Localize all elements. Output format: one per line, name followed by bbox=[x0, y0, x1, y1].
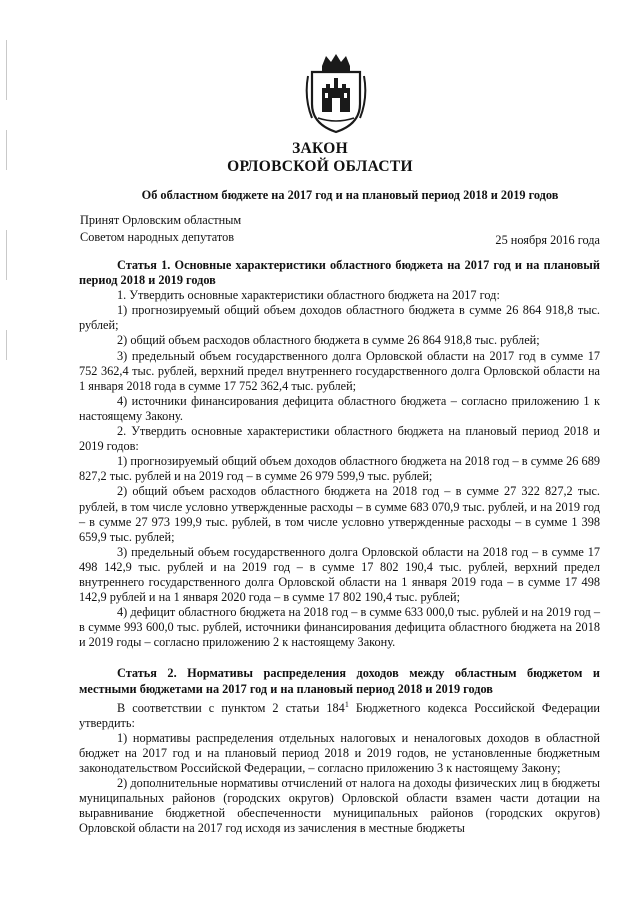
article2-item: 1) нормативы распределения отдельных налоговых и неналоговых доходов в областной бюджет на 2017 год и на плановый период 2018 и 2019 годов, не установленные бюджетным законодательством Российской Федерации, – согласно приложению 3 к настоящему Закону; bbox=[79, 730, 600, 776]
article1-paragraph: 1. Утвердить основные характеристики областного бюджета на 2017 год: bbox=[117, 288, 500, 303]
adoption-date: 25 ноября 2016 года bbox=[495, 233, 600, 247]
law-body bbox=[79, 258, 600, 837]
law-title: ЗАКОН bbox=[292, 140, 348, 157]
adopted-by-line1: Принят Орловским областным bbox=[80, 213, 242, 227]
article2-item: 2) дополнительные нормативы отчислений от налога на доходы физических лиц в бюджеты муниципальных районов (городских округов) Орловской области взамен части дотации на выравнивание бюджетной обеспеченности муниципальных районов (городских округов) Орловской области на 2017 год исходя из зачисления в местные бюджеты bbox=[79, 776, 600, 836]
article1-item: 1) прогнозируемый общий объем доходов областного бюджета в сумме 26 864 918,8 тыс. рублей; bbox=[79, 303, 600, 333]
article1-item: 3) предельный объем государственного долга Орловской области на 2018 год – в сумме 17 498 142,9 тыс. рублей и на 2019 год – в сумме 17 802 190,4 тыс. рублей, верхний предел внутреннего государственного долга Орловской области на 1 января 2019 года – в сумме 17 498 142,9 рублей и на 1 января 2020 года – в сумме 17 802 190,4 тыс. рублей; bbox=[79, 544, 600, 605]
article-number-superscript: 1 bbox=[344, 699, 349, 709]
article1-item: 1) прогнозируемый общий объем доходов областного бюджета на 2018 год – в сумме 26 689 827,2 тыс. рублей и на 2019 год – в сумме 26 979 599,9 тыс. рублей; bbox=[79, 454, 600, 484]
oryol-coat-of-arms-icon bbox=[304, 52, 368, 134]
law-subtitle: Об областном бюджете на 2017 год и на плановый период 2018 и 2019 годов bbox=[141, 188, 559, 202]
article2-intro bbox=[79, 697, 600, 731]
article2-heading: Статья 2. Нормативы распределения доходов между областным бюджетом и местными бюджетами на 2017 год и на плановый период 2018 и 2019 годов bbox=[79, 666, 600, 696]
article2-intro-text-end: Бюджетного кодекса Российской Федерации утвердить: bbox=[79, 700, 600, 730]
article2-intro-text: В соответствии с пунктом 2 статьи 184 bbox=[117, 700, 345, 715]
article1-item: 2) общий объем расходов областного бюджета в сумме 26 864 918,8 тыс. рублей; bbox=[117, 333, 540, 348]
region-title: ОРЛОВСКОЙ ОБЛАСТИ bbox=[227, 158, 413, 175]
scan-edge-artifact bbox=[4, 0, 10, 905]
article1-paragraph: 2. Утвердить основные характеристики областного бюджета на плановый период 2018 и 2019 годов: bbox=[79, 424, 600, 454]
article1-item: 3) предельный объем государственного долга Орловской области на 2017 год в сумме 17 752 362,4 тыс. рублей, верхний предел внутреннего государственного долга Орловской области на 1 января 2018 года в сумме 17 752 362,4 тыс. рублей; bbox=[79, 348, 600, 393]
adopted-by-line2: Советом народных депутатов bbox=[80, 230, 235, 244]
article1-heading: Статья 1. Основные характеристики областного бюджета на 2017 год и на плановый период 2018 и 2019 годов bbox=[79, 258, 600, 288]
article1-item: 4) источники финансирования дефицита областного бюджета – согласно приложению 1 к настоящему Закону. bbox=[79, 393, 600, 423]
article1-item: 2) общий объем расходов областного бюджета на 2018 год – в сумме 27 322 827,2 тыс. рублей, в том числе условно утвержденные расходы – в сумме 683 070,9 тыс. рублей, и на 2019 год – в сумме 27 973 199,9 тыс. рублей, в том числе условно утвержденные расходы – в сумме 1 398 659,9 тыс. рублей; bbox=[79, 484, 600, 544]
article1-item: 4) дефицит областного бюджета на 2018 год – в сумме 633 000,0 тыс. рублей и на 2019 год – в сумме 993 600,0 тыс. рублей, источники финансирования дефицита областного бюджета на 2018 и 2019 годы – согласно приложению 2 к настоящему Закону. bbox=[79, 605, 600, 650]
